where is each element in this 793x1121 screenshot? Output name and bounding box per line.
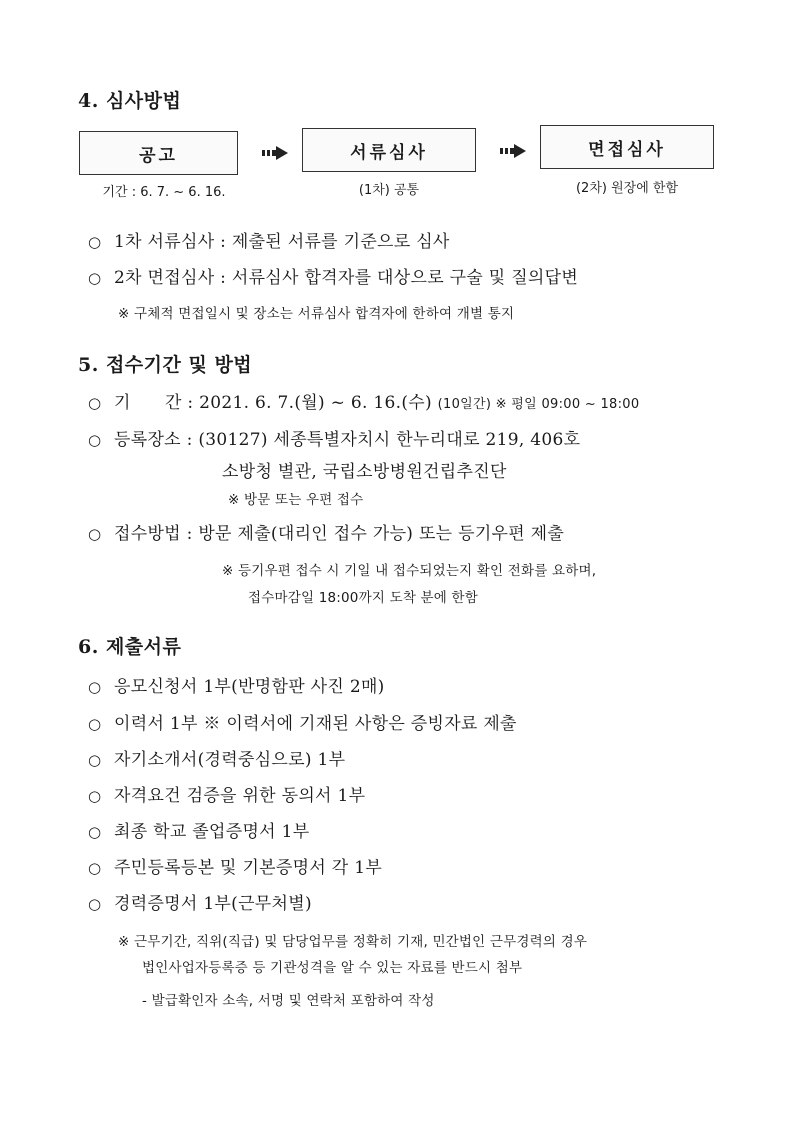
place-line: ○ 등록장소 : (30127) 세종특별자치시 한누리대로 219, 406호 [88,430,581,450]
list-item: ○ 이력서 1부 ※ 이력서에 기재된 사항은 증빙자료 제출 [88,714,517,734]
bullet-circle-icon: ○ [88,525,102,543]
section-6-title: 6. 제출서류 [78,636,182,658]
list-item: ○ 1차 서류심사 : 제출된 서류를 기준으로 심사 [88,232,450,252]
period-line: ○ 기 간 : 2021. 6. 7.(월) ~ 6. 16.(수) (10일간) ※ 평일 09:00 ~ 18:00 [88,393,640,413]
bullet-circle-icon: ○ [88,823,102,841]
flow-box-interview: 면접심사 [540,125,714,169]
bullet-circle-icon: ○ [88,394,102,412]
list-item: ○ 자격요건 검증을 위한 동의서 1부 [88,786,366,806]
list-item: ○ 자기소개서(경력중심으로) 1부 [88,750,346,770]
flow-caption-interview: (2차) 원장에 한함 [575,181,679,196]
bullet-circle-icon: ○ [88,233,102,251]
section-6-note-2: 법인사업자등록증 등 기관성격을 알 수 있는 자료를 반드시 첨부 [142,960,523,976]
flow-caption-notice: 기간 : 6. 7. ~ 6. 16. [102,185,226,200]
arrow-right-icon [262,146,288,160]
method-note-1: ※ 등기우편 접수 시 기일 내 접수되었는지 확인 전화를 요하며, [222,563,597,579]
list-item: ○ 주민등록등본 및 기본증명서 각 1부 [88,858,383,878]
section-6-note-3: - 발급확인자 소속, 서명 및 연락처 포함하여 작성 [142,993,435,1009]
place-note: ※ 방문 또는 우편 접수 [228,492,364,508]
bullet-circle-icon: ○ [88,678,102,696]
method-note-2: 접수마감일 18:00까지 도착 분에 한함 [248,590,479,606]
bullet-circle-icon: ○ [88,269,102,287]
bullet-circle-icon: ○ [88,859,102,877]
section-4-note: ※ 구체적 면접일시 및 장소는 서류심사 합격자에 한하여 개별 통지 [118,306,515,322]
list-item: ○ 2차 면접심사 : 서류심사 합격자를 대상으로 구술 및 질의답변 [88,268,579,288]
section-5-title: 5. 접수기간 및 방법 [78,354,253,376]
section-6-note-1: ※ 근무기간, 직위(직급) 및 담당업무를 정확히 기재, 민간법인 근무경력의 경우 [118,934,588,950]
bullet-circle-icon: ○ [88,787,102,805]
bullet-circle-icon: ○ [88,895,102,913]
bullet-circle-icon: ○ [88,751,102,769]
method-line: ○ 접수방법 : 방문 제출(대리인 접수 가능) 또는 등기우편 제출 [88,524,565,544]
list-item: ○ 경력증명서 1부(근무처별) [88,894,312,914]
list-item: ○ 최종 학교 졸업증명서 1부 [88,822,310,842]
bullet-circle-icon: ○ [88,431,102,449]
flow-box-notice: 공고 [79,131,238,175]
bullet-circle-icon: ○ [88,715,102,733]
list-item: ○ 응모신청서 1부(반명함판 사진 2매) [88,677,385,697]
place-line-2: 소방청 별관, 국립소방병원건립추진단 [222,462,507,482]
arrow-right-icon [500,144,526,158]
section-4-title: 4. 심사방법 [78,90,182,112]
flow-box-document-review: 서류심사 [302,128,476,172]
flow-caption-document-review: (1차) 공통 [358,183,420,198]
